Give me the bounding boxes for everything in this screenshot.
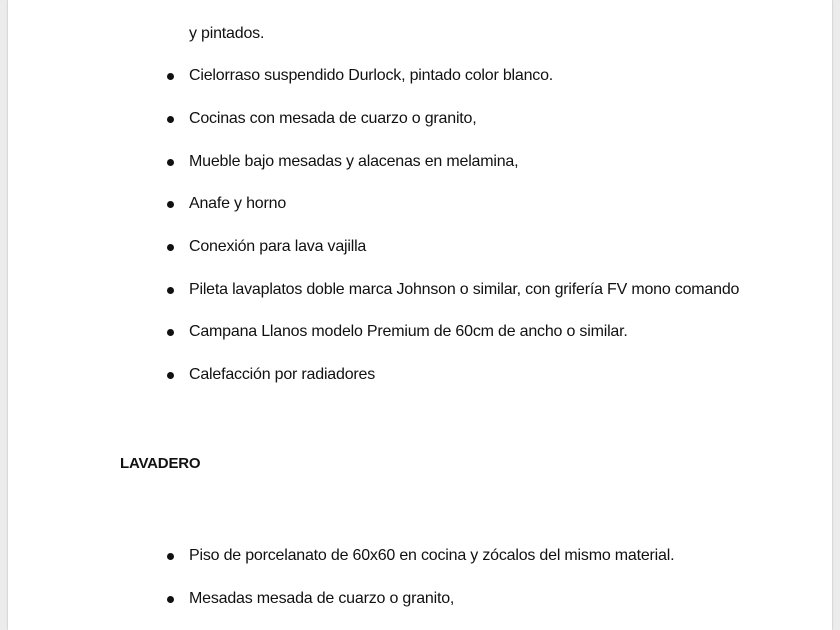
list-item-text: Conexión para lava vajilla [189, 238, 367, 255]
list-item-text: Mueble bajo mesadas y alacenas en melamina, [189, 153, 519, 170]
list-item-text: Cielorraso suspendido Durlock, pintado color blanco. [189, 67, 554, 84]
list-item-text: Anafe y horno [189, 195, 287, 212]
continuation-text: y pintados. [189, 25, 265, 42]
list-item-text: Mesadas mesada de cuarzo o granito, [189, 590, 455, 607]
bullet-icon [167, 116, 174, 123]
list-item-text: Calefacción por radiadores [189, 366, 376, 383]
bullet-icon [167, 287, 174, 294]
bullet-icon [167, 201, 174, 208]
cut-off-line [188, 0, 548, 4]
list-item-text: Cocinas con mesada de cuarzo o granito, [189, 110, 477, 127]
bullet-icon [167, 159, 174, 166]
bullet-icon [167, 596, 174, 603]
list-item-text: Campana Llanos modelo Premium de 60cm de ancho o similar. [189, 323, 628, 340]
bullet-icon [167, 73, 174, 80]
section-heading: LAVADERO [120, 455, 201, 472]
document-page [8, 0, 832, 630]
bullet-icon [167, 244, 174, 251]
list-item-text: Pileta lavaplatos doble marca Johnson o similar, con grifería FV mono comando [189, 281, 740, 298]
bullet-icon [167, 372, 174, 379]
list-item-text: Piso de porcelanato de 60x60 en cocina y zócalos del mismo material. [189, 547, 675, 564]
bullet-icon [167, 553, 174, 560]
bullet-icon [167, 329, 174, 336]
